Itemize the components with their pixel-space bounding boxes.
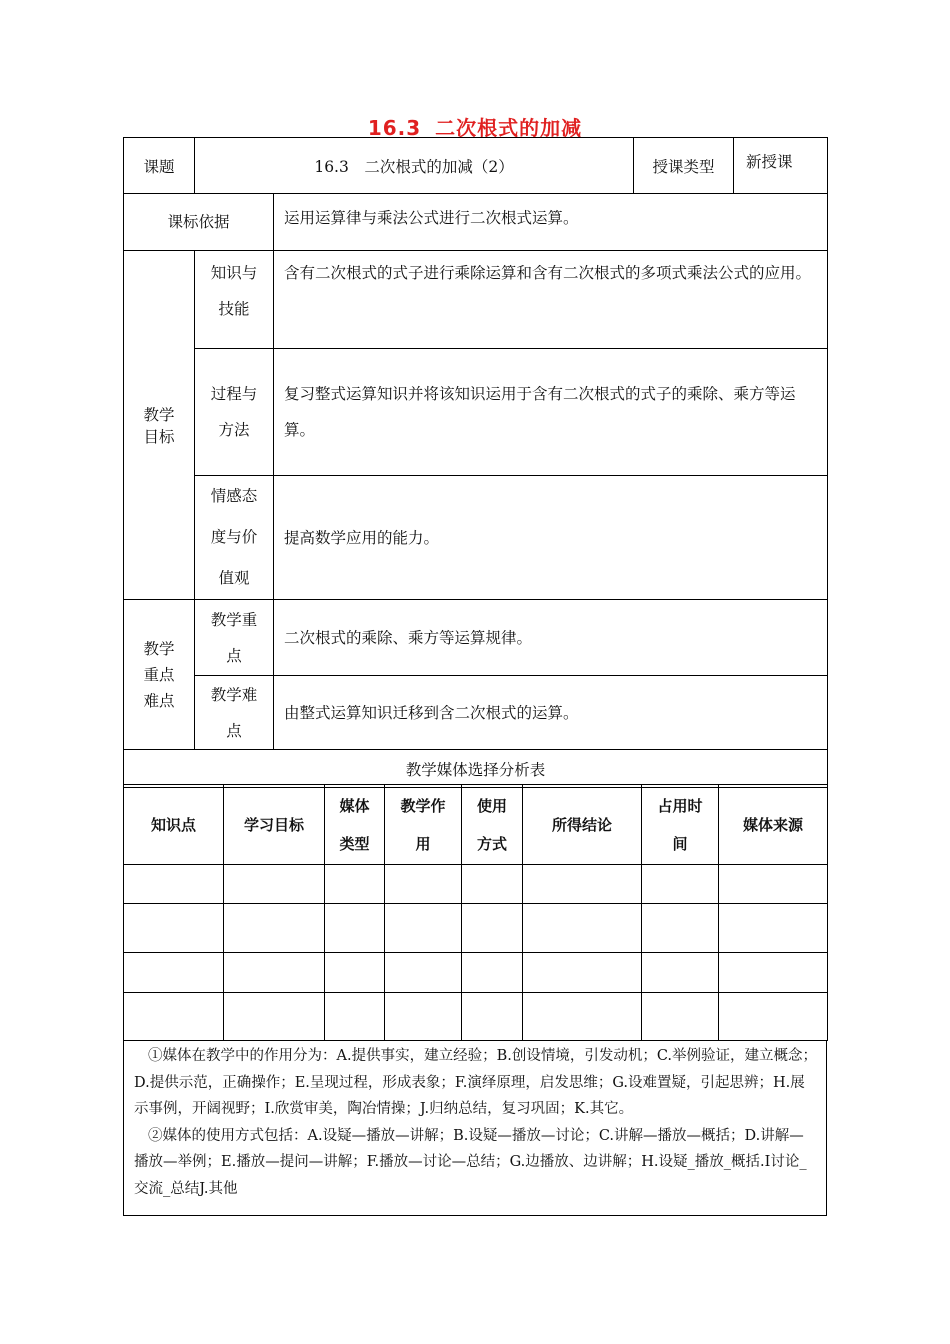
goal-emotion-label: 情感态度与价值观	[195, 476, 274, 600]
table-cell	[719, 904, 828, 953]
table-row	[124, 953, 828, 993]
col-media-type: 媒体类型	[325, 785, 385, 865]
goal-process-label: 过程与方法	[195, 349, 274, 476]
table-cell	[462, 953, 523, 993]
table-cell	[224, 993, 325, 1041]
note-media-usage: ②媒体的使用方式包括：A.设疑—播放—讲解；B.设疑—播放—讨论；C.讲解—播放—概括；D.讲解—播放—举例；E.播放—提问—讲解；F.播放—讨论—总结；G.边播放、边讲解；H.设疑_播放_概括.I讨论_交流_总结J.其他	[134, 1127, 807, 1197]
topic-value: 16.3 二次根式的加减（2）	[195, 138, 634, 194]
table-row	[124, 865, 828, 904]
table-row	[124, 993, 828, 1041]
key-point-label: 教学重点	[195, 600, 274, 676]
table-cell	[523, 993, 642, 1041]
difficult-point-label: 教学难点	[195, 676, 274, 750]
table-cell	[325, 865, 385, 904]
note-media-roles: ①媒体在教学中的作用分为：A.提供事实，建立经验；B.创设情境，引发动机；C.举例验证，建立概念；D.提供示范，正确操作；E.呈现过程，形成表象；F.演绎原理，启发思维；G.设难置疑，引起思辨；H.展示事例，开阔视野；I.欣赏审美，陶冶情操；J.归纳总结，复习巩固；K.其它。	[134, 1048, 818, 1117]
standard-label: 课标依据	[124, 194, 274, 251]
table-cell	[124, 993, 224, 1041]
table-cell	[642, 904, 719, 953]
col-conclusion: 所得结论	[523, 785, 642, 865]
goal-emotion-text: 提高数学应用的能力。	[274, 476, 828, 600]
goal-knowledge-text: 含有二次根式的式子进行乘除运算和含有二次根式的多项式乘法公式的应用。	[274, 251, 828, 349]
table-cell	[462, 993, 523, 1041]
col-media-source: 媒体来源	[719, 785, 828, 865]
col-knowledge-point: 知识点	[124, 785, 224, 865]
topic-label: 课题	[124, 138, 195, 194]
key-points-label: 教学重点难点	[124, 600, 195, 750]
table-cell	[325, 953, 385, 993]
table-cell	[523, 904, 642, 953]
col-time-used: 占用时间	[642, 785, 719, 865]
table-cell	[224, 865, 325, 904]
difficult-point-text: 由整式运算知识迁移到含二次根式的运算。	[274, 676, 828, 750]
key-point-text: 二次根式的乘除、乘方等运算规律。	[274, 600, 828, 676]
table-cell	[224, 953, 325, 993]
title-number: 16.3	[367, 116, 422, 140]
lesson-plan-table	[123, 137, 828, 788]
media-table-caption: 教学媒体选择分析表	[124, 750, 828, 788]
goal-process-text: 复习整式运算知识并将该知识运用于含有二次根式的式子的乘除、乘方等运算。	[274, 349, 828, 476]
table-cell	[124, 904, 224, 953]
table-cell	[642, 953, 719, 993]
table-cell	[385, 904, 462, 953]
table-cell	[462, 865, 523, 904]
goals-label: 教学目标	[124, 251, 195, 600]
col-learning-goal: 学习目标	[224, 785, 325, 865]
table-row	[124, 904, 828, 953]
table-cell	[325, 904, 385, 953]
title-text: 二次根式的加减	[435, 116, 583, 140]
table-cell	[642, 993, 719, 1041]
table-cell	[462, 904, 523, 953]
type-value: 新授课	[734, 138, 828, 194]
media-analysis-table	[123, 784, 828, 1041]
table-cell	[224, 904, 325, 953]
table-cell	[719, 953, 828, 993]
table-cell	[325, 993, 385, 1041]
media-notes	[123, 1040, 827, 1216]
table-cell	[385, 865, 462, 904]
goal-knowledge-label: 知识与技能	[195, 251, 274, 349]
table-cell	[385, 993, 462, 1041]
type-label: 授课类型	[634, 138, 734, 194]
table-cell	[642, 865, 719, 904]
table-cell	[385, 953, 462, 993]
table-cell	[124, 865, 224, 904]
table-cell	[523, 865, 642, 904]
standard-text: 运用运算律与乘法公式进行二次根式运算。	[274, 194, 828, 251]
col-usage-method: 使用方式	[462, 785, 523, 865]
table-cell	[523, 953, 642, 993]
col-teaching-role: 教学作用	[385, 785, 462, 865]
table-cell	[719, 865, 828, 904]
table-cell	[124, 953, 224, 993]
table-cell	[719, 993, 828, 1041]
